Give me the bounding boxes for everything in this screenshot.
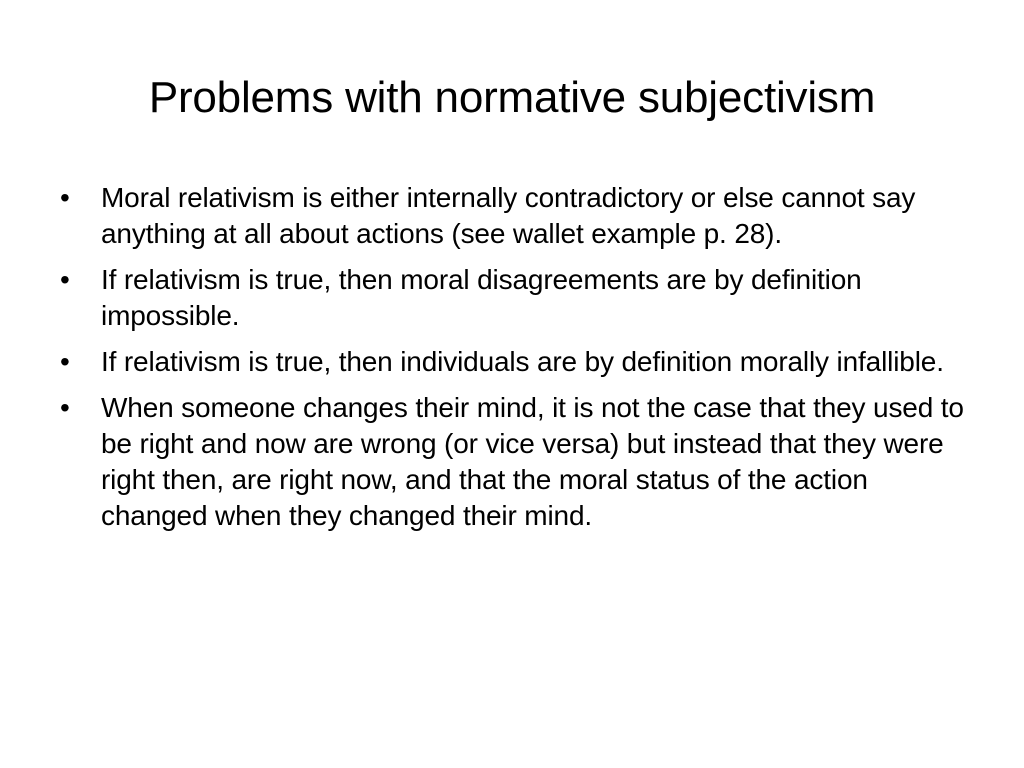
slide-title: Problems with normative subjectivism xyxy=(148,73,876,122)
bullet-item xyxy=(60,262,970,334)
bullet-icon: • xyxy=(60,182,70,213)
bullet-icon: • xyxy=(60,392,70,423)
bullet-icon: • xyxy=(60,346,70,377)
bullet-text: Moral relativism is either internally contradictory or else cannot say anything at all about actions (see wallet example p. 28). xyxy=(101,182,916,249)
bullet-item xyxy=(60,390,970,534)
bullet-icon: • xyxy=(60,264,70,295)
bullet-text: If relativism is true, then individuals are by definition morally infallible. xyxy=(101,346,944,377)
bullet-item xyxy=(60,180,970,252)
bullet-text: When someone changes their mind, it is not the case that they used to be right and now are wrong (or vice versa) but instead that they were right then, are right now, and that the moral status of the action changed when they changed their mind. xyxy=(101,392,964,531)
bullet-item xyxy=(60,344,970,380)
bullet-text: If relativism is true, then moral disagreements are by definition impossible. xyxy=(101,264,862,331)
bullet-list xyxy=(60,180,970,544)
